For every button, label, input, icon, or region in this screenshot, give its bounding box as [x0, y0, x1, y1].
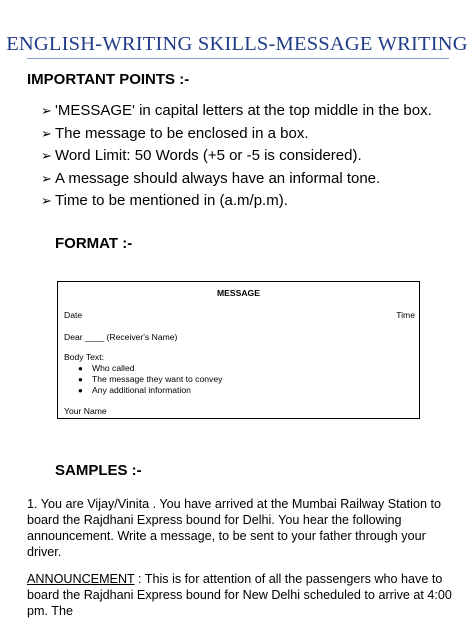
box-heading: MESSAGE — [217, 288, 260, 298]
list-item — [78, 363, 222, 374]
box-body-label: Body Text: — [64, 352, 104, 362]
body-item-text: The message they want to convey — [92, 374, 223, 384]
point-text: Word Limit: 50 Words (+5 or -5 is considered). — [55, 147, 362, 165]
point-text: 'MESSAGE' in capital letters at the top middle in the box. — [55, 102, 432, 119]
box-body-list — [78, 363, 222, 396]
list-item — [41, 190, 432, 213]
arrow-bullet-icon: ➢ — [41, 103, 52, 118]
announcement-paragraph — [27, 571, 452, 619]
arrow-bullet-icon: ➢ — [41, 148, 52, 164]
body-item-text: Any additional information — [92, 385, 191, 395]
list-item — [41, 123, 432, 146]
message-format-box — [57, 281, 420, 419]
box-time: Time — [396, 310, 415, 320]
arrow-bullet-icon: ➢ — [41, 193, 52, 209]
list-item — [41, 168, 432, 191]
body-item-text: Who called — [92, 363, 135, 373]
title-underline — [27, 58, 449, 59]
important-points-list — [41, 100, 432, 213]
important-points-heading: IMPORTANT POINTS :- — [27, 71, 190, 88]
list-item — [78, 374, 222, 385]
point-text: Time to be mentioned in (a.m/p.m). — [55, 192, 288, 210]
sample-1-paragraph: 1. You are Vijay/Vinita . You have arrived at the Mumbai Railway Station to board the Rajdhani Express bound for Delhi. You hear the following announcement. Write a message, to be sent to your father through your driver. — [27, 497, 441, 559]
list-item — [41, 100, 432, 123]
box-dear: Dear ____ (Receiver's Name) — [64, 332, 178, 342]
dot-bullet-icon: ● — [78, 375, 83, 384]
list-item — [78, 385, 222, 396]
announcement-label: ANNOUNCEMENT — [27, 572, 135, 586]
box-date: Date — [64, 310, 83, 320]
dot-bullet-icon: ● — [78, 386, 83, 395]
point-text: A message should always have an informal tone. — [55, 169, 381, 187]
document-title: ENGLISH-WRITING SKILLS-MESSAGE WRITING — [6, 33, 468, 55]
arrow-bullet-icon: ➢ — [41, 125, 52, 141]
point-text: The message to be enclosed in a box. — [55, 124, 309, 142]
arrow-bullet-icon: ➢ — [41, 170, 52, 186]
box-your-name: Your Name — [64, 406, 107, 416]
format-heading: FORMAT :- — [55, 235, 133, 252]
list-item — [41, 145, 432, 168]
announcement-text: : This is for attention of all the passengers who have to board the Rajdhani Express bound for New Delhi scheduled to arrive at 4:00 pm. The — [27, 572, 452, 618]
samples-heading: SAMPLES :- — [55, 462, 142, 479]
dot-bullet-icon: ● — [78, 364, 83, 373]
